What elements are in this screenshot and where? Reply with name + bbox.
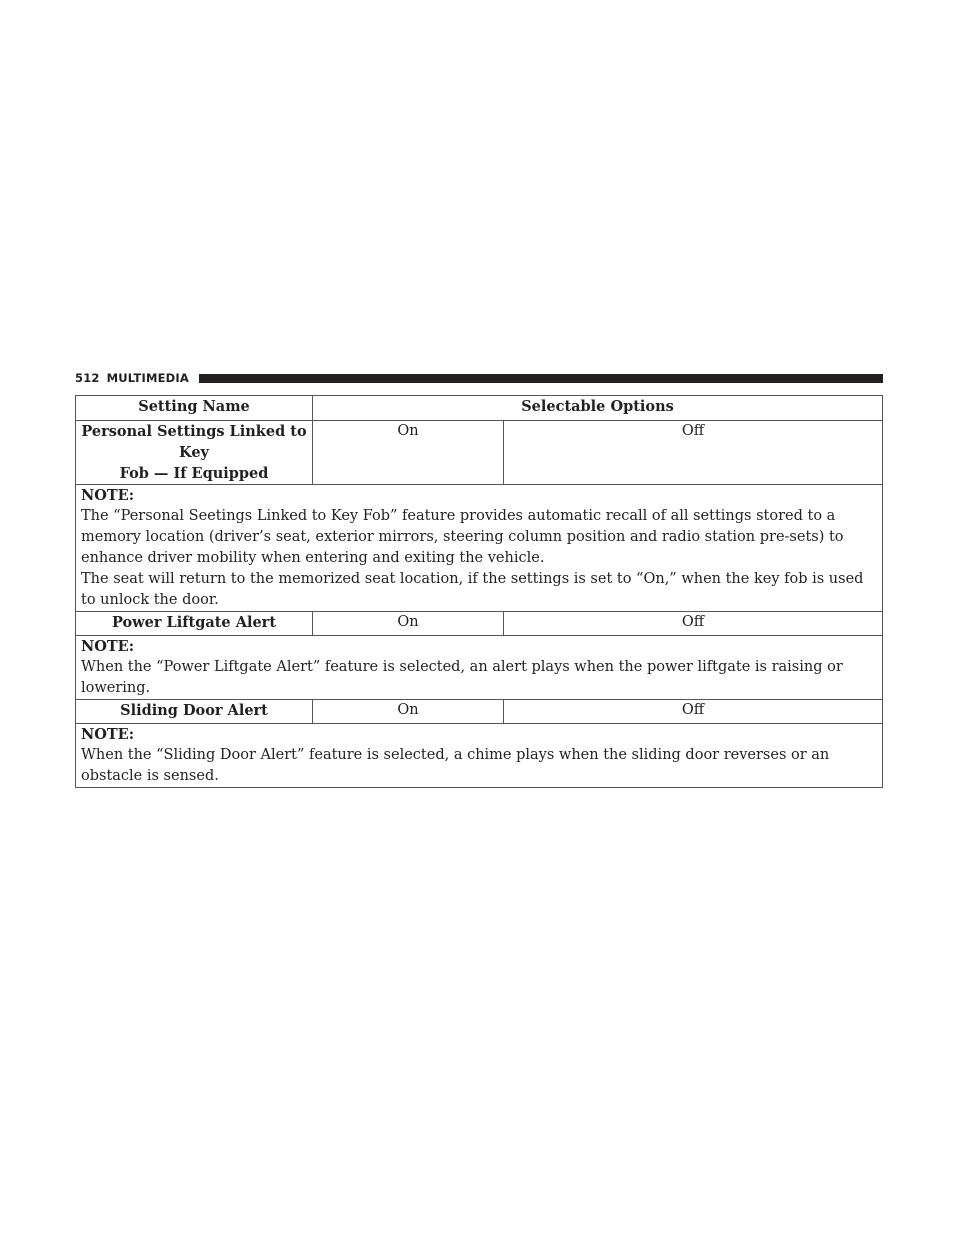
note-label: NOTE:	[81, 638, 135, 655]
option-cell: On	[313, 612, 504, 636]
note-paragraph: The seat will return to the memorized seat location, if the settings is set to “On,” when the key fob is used to unlock the door.	[81, 571, 864, 608]
column-header-selectable-options: Selectable Options	[313, 396, 883, 421]
option-cell: On	[313, 700, 504, 724]
table-header-row	[76, 396, 883, 421]
page-number: 512	[75, 371, 100, 385]
table-row	[76, 612, 883, 636]
header-rule	[199, 374, 883, 383]
note-paragraph: When the “Power Liftgate Alert” feature is selected, an alert plays when the power liftgate is raising or lowering.	[81, 659, 843, 696]
section-title: MULTIMEDIA	[106, 371, 189, 385]
note-row	[76, 485, 883, 612]
note-label: NOTE:	[81, 726, 135, 743]
setting-name-line: Personal Settings Linked to Key	[81, 423, 307, 461]
page-header	[75, 371, 883, 385]
settings-table	[75, 395, 883, 788]
column-header-setting-name: Setting Name	[76, 396, 313, 421]
note-paragraph: The “Personal Seetings Linked to Key Fob” feature provides automatic recall of all settings stored to a memory location (driver’s seat, exterior mirrors, steering column position and radio station pre-sets) to enhance driver mobility when entering and exiting the vehicle.	[81, 508, 844, 566]
setting-name-line: Fob — If Equipped	[119, 465, 269, 482]
note-paragraph: When the “Sliding Door Alert” feature is selected, a chime plays when the sliding door reverses or an obstacle is sensed.	[81, 747, 830, 784]
table-row	[76, 421, 883, 485]
note-row	[76, 636, 883, 700]
option-cell: Off	[504, 612, 883, 636]
option-cell: Off	[504, 421, 883, 485]
table-row	[76, 700, 883, 724]
setting-name-cell: Sliding Door Alert	[76, 700, 313, 724]
note-cell	[76, 724, 883, 788]
setting-name-cell: Power Liftgate Alert	[76, 612, 313, 636]
setting-name-cell	[76, 421, 313, 485]
note-cell	[76, 636, 883, 700]
option-cell: On	[313, 421, 504, 485]
note-label: NOTE:	[81, 487, 135, 504]
note-cell	[76, 485, 883, 612]
option-cell: Off	[504, 700, 883, 724]
note-row	[76, 724, 883, 788]
